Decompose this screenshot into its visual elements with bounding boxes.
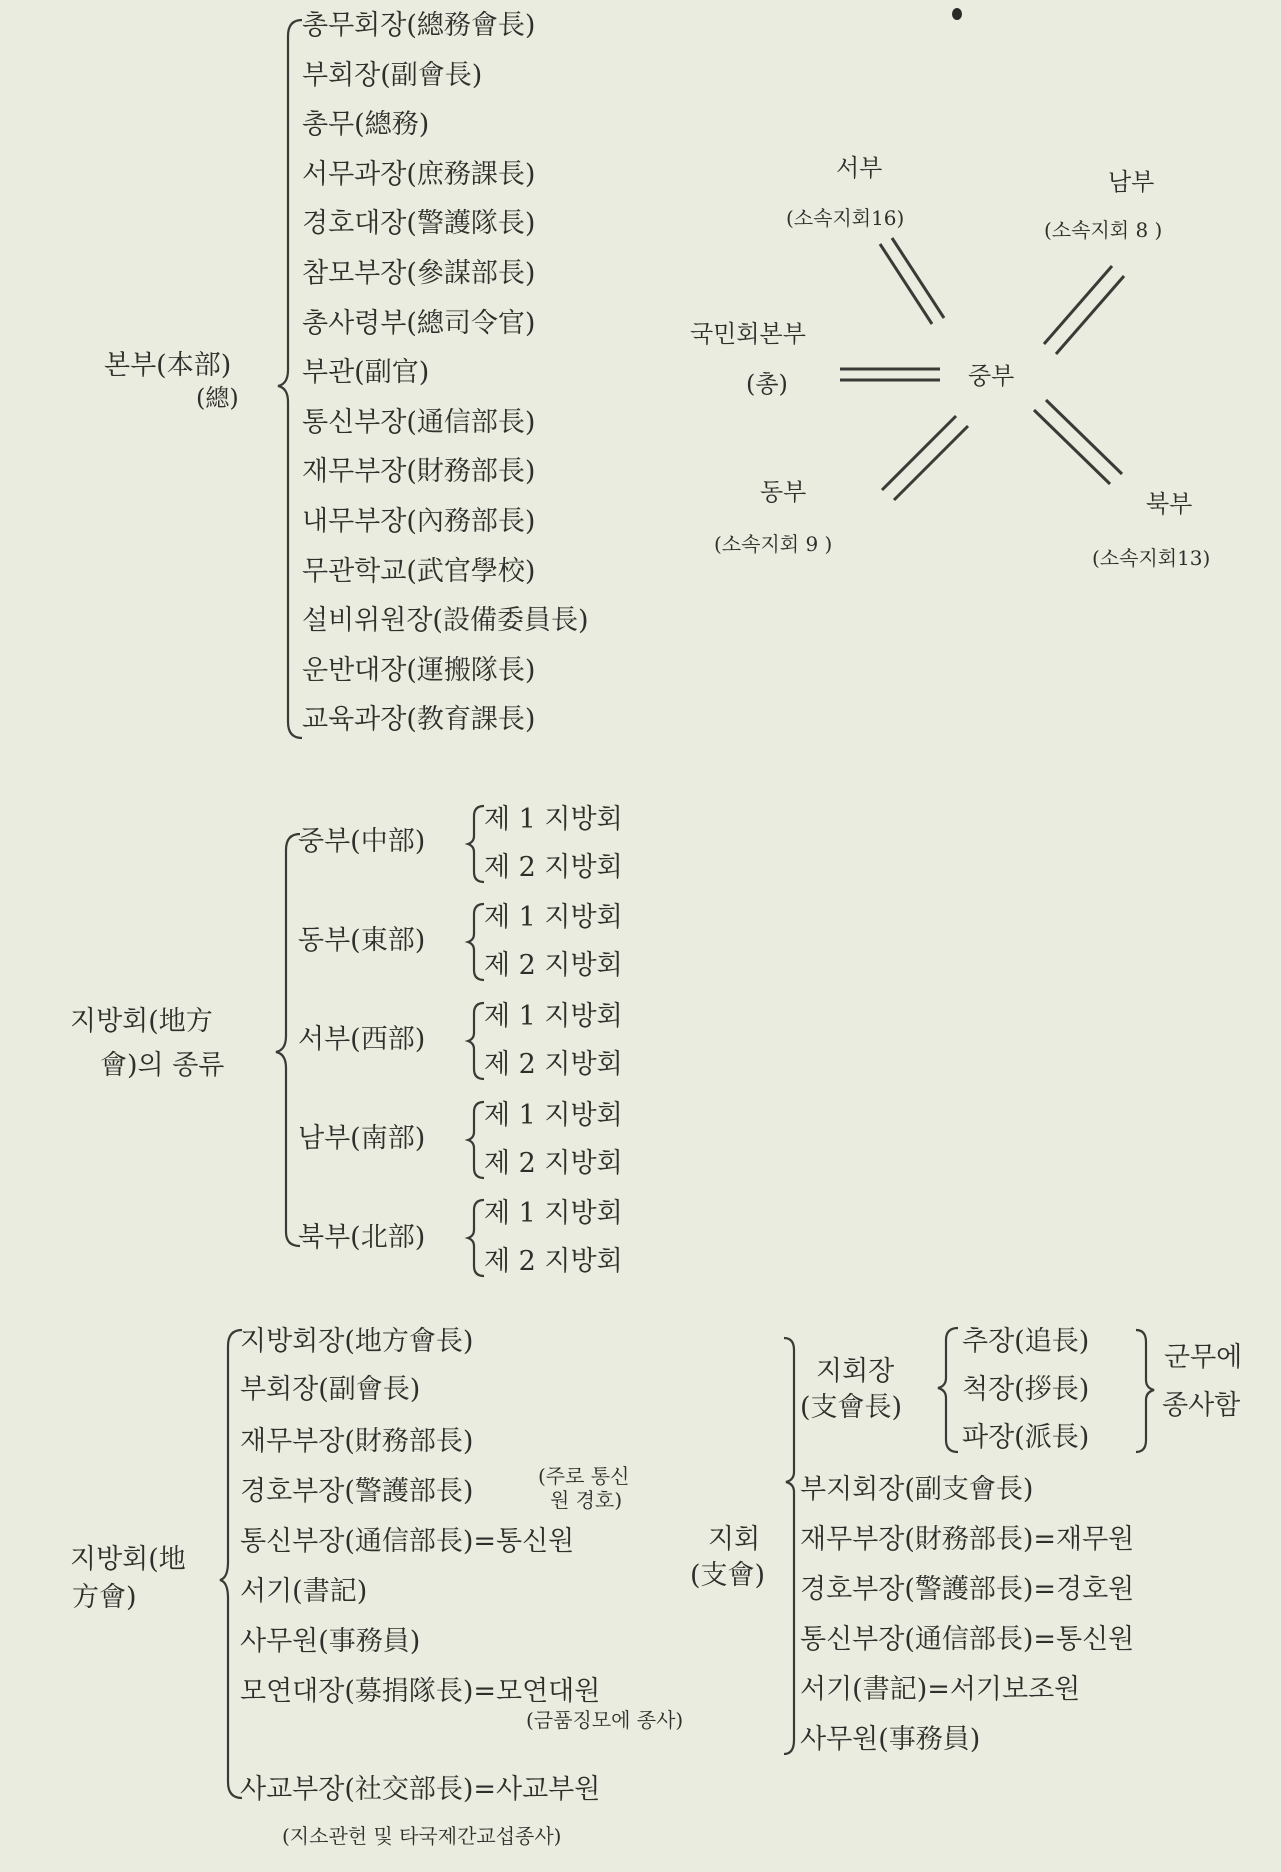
rank-item: 파장(派長) <box>962 1422 1090 1453</box>
sub-district-label: 제 2 지방회 <box>484 1246 623 1277</box>
region-label: 동부(東部) <box>298 925 426 956</box>
list-item: 사무원(事務員) <box>240 1626 421 1657</box>
list-item: 설비위원장(設備委員長) <box>302 605 589 637</box>
root-label: 會)의 종류 <box>100 1050 225 1081</box>
hq-sub-label: (총) <box>746 370 788 398</box>
list-item: 교육과장(教育課長) <box>302 704 536 736</box>
list-item: 총무회장(總務會長) <box>302 10 536 41</box>
list-item: 경호부장(警護部長) <box>240 1476 474 1507</box>
list-item: 사교부장(社交部長)=사교부원 <box>240 1774 601 1805</box>
sub-district-label: 제 2 지방회 <box>484 1148 623 1179</box>
root-label: 지회 <box>708 1524 761 1555</box>
region-label: 북부(北部) <box>298 1222 426 1253</box>
east-label: 동부 <box>760 478 807 506</box>
sub-district-label: 제 1 지방회 <box>484 902 623 933</box>
list-item: 부회장(副會長) <box>302 59 483 91</box>
west-label: 서부 <box>836 154 883 182</box>
list-item: 부지회장(副支會長) <box>800 1474 1034 1505</box>
sub-district-label: 제 2 지방회 <box>484 1049 623 1080</box>
sub-district-label: 제 1 지방회 <box>484 1198 623 1229</box>
list-item: 사무원(事務員) <box>800 1724 981 1755</box>
military-note: 군무에 <box>1164 1342 1243 1373</box>
root-label: 본부(本部) <box>104 350 232 381</box>
list-item: 무관학교(武官學校) <box>302 555 536 587</box>
hq-label: 국민회본부 <box>690 320 806 348</box>
list-item: 총무(總務) <box>302 109 430 141</box>
region-label: 중부(中部) <box>298 826 426 857</box>
head-label: (支會長) <box>800 1392 903 1423</box>
list-item: 재무부장(財務部長) <box>240 1426 474 1457</box>
center-label: 중부 <box>968 362 1015 390</box>
sub-district-label: 제 1 지방회 <box>484 804 623 835</box>
note-text: (주로 통신 <box>538 1464 630 1488</box>
list-item: 재무부장(財務部長)=재무원 <box>800 1524 1135 1555</box>
north-label: 북부 <box>1146 490 1193 518</box>
east-sub-label: (소속지회 9 ) <box>714 532 833 556</box>
region-label: 남부(南部) <box>298 1123 426 1154</box>
list-item: 경호대장(警護隊長) <box>302 208 536 240</box>
list-item: 모연대장(募捐隊長)=모연대원 <box>240 1676 601 1707</box>
list-item: 참모부장(參謀部長) <box>302 257 536 289</box>
list-item: 서기(書記)=서기보조원 <box>800 1674 1081 1705</box>
list-item: 서기(書記) <box>240 1576 368 1607</box>
root-label: 方會) <box>72 1582 137 1613</box>
list-item: 통신부장(通信部長)=통신원 <box>240 1526 575 1557</box>
root-sub-label: (總) <box>196 384 239 412</box>
list-item: 총사령부(總司令官) <box>302 307 536 339</box>
list-item: 재무부장(財務部長) <box>302 456 536 488</box>
root-label: (支會) <box>690 1560 766 1591</box>
note-text: 원 경호) <box>550 1488 623 1512</box>
list-item: 통신부장(通信部長) <box>302 406 536 438</box>
rank-item: 척장(拶長) <box>962 1374 1090 1405</box>
list-item: 서무과장(庶務課長) <box>302 158 536 190</box>
rank-item: 추장(追長) <box>962 1326 1090 1357</box>
ink-spot <box>952 8 962 20</box>
list-item: 내무부장(內務部長) <box>302 505 536 537</box>
root-label: 지방회(地方 <box>70 1006 213 1037</box>
note-text: (금품징모에 종사) <box>526 1708 684 1732</box>
sub-district-label: 제 1 지방회 <box>484 1100 623 1131</box>
root-label: 지방회(地 <box>70 1544 186 1575</box>
list-item: 통신부장(通信部長)=통신원 <box>800 1624 1135 1655</box>
military-note: 종사함 <box>1162 1390 1241 1421</box>
west-sub-label: (소속지회16) <box>786 206 905 230</box>
note-text: (지소관헌 및 타국제간교섭종사) <box>282 1824 562 1848</box>
sub-district-label: 제 2 지방회 <box>484 852 623 883</box>
region-label: 서부(西部) <box>298 1024 426 1055</box>
list-item: 운반대장(運搬隊長) <box>302 654 536 686</box>
headquarters-list <box>302 10 589 736</box>
list-item: 지방회장(地方會長) <box>240 1326 474 1357</box>
sub-district-label: 제 1 지방회 <box>484 1001 623 1032</box>
list-item: 경호부장(警護部長)=경호원 <box>800 1574 1135 1605</box>
north-sub-label: (소속지회13) <box>1092 546 1211 570</box>
list-item: 부회장(副會長) <box>240 1374 421 1405</box>
sub-district-label: 제 2 지방회 <box>484 950 623 981</box>
south-label: 남부 <box>1108 168 1155 196</box>
head-label: 지회장 <box>816 1356 895 1387</box>
south-sub-label: (소속지회 8 ) <box>1044 218 1163 242</box>
list-item: 부관(副官) <box>302 357 430 389</box>
